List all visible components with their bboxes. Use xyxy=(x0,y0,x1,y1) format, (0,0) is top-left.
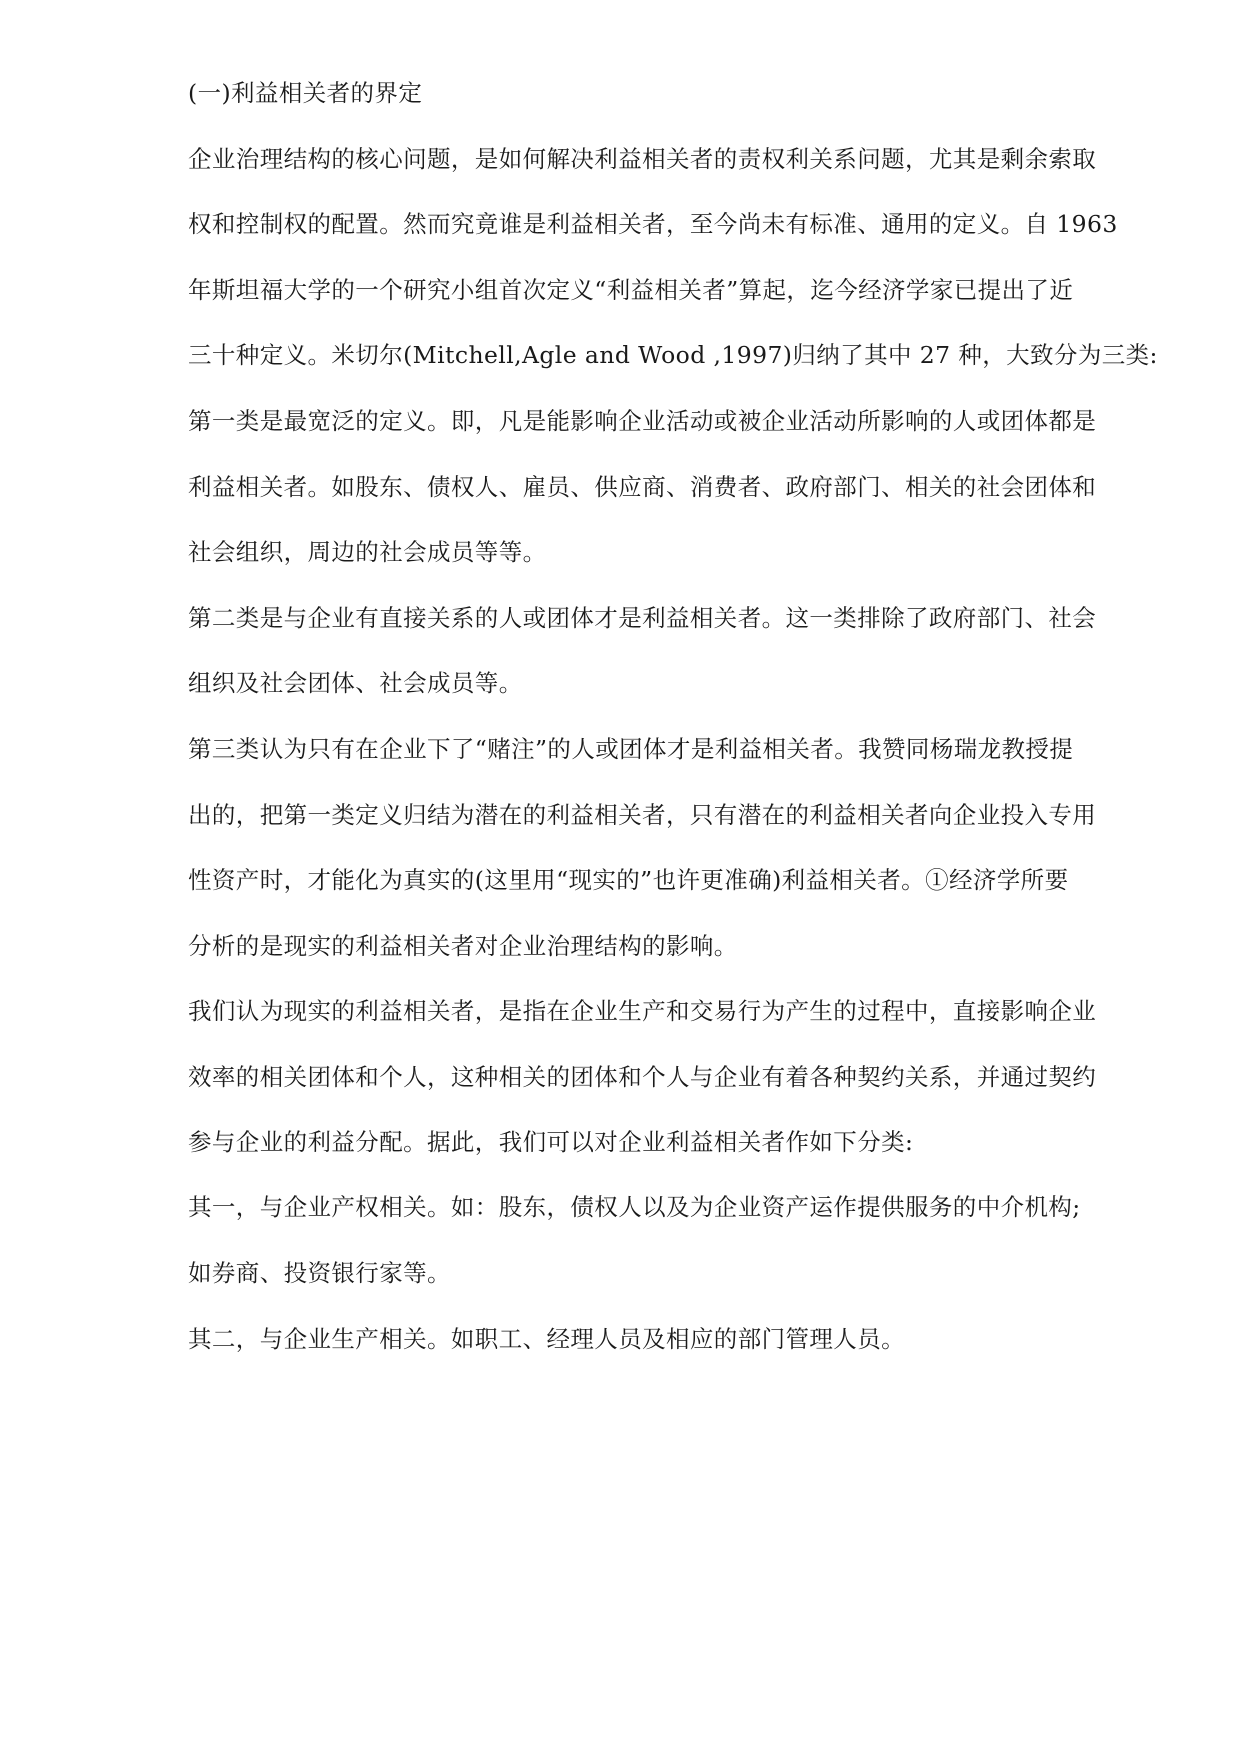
text-line: 出的，把第一类定义归结为潜在的利益相关者，只有潜在的利益相关者向企业投入专用 xyxy=(188,801,1097,829)
text-line: 我们认为现实的利益相关者，是指在企业生产和交易行为产生的过程中，直接影响企业 xyxy=(188,997,1097,1025)
text-line: 第三类认为只有在企业下了“赌注”的人或团体才是利益相关者。我赞同杨瑞龙教授提 xyxy=(188,735,1074,763)
text-line: 三十种定义。米切尔(Mitchell,Agle and Wood ,1997)归纳了其中 27 种，大致分为三类: xyxy=(188,341,1158,369)
text-line: 第二类是与企业有直接关系的人或团体才是利益相关者。这一类排除了政府部门、社会 xyxy=(188,604,1097,632)
text-line: 利益相关者。如股东、债权人、雇员、供应商、消费者、政府部门、相关的社会团体和 xyxy=(188,473,1097,501)
text-line: 年斯坦福大学的一个研究小组首次定义“利益相关者”算起，迄今经济学家已提出了近 xyxy=(188,276,1074,304)
text-line: 参与企业的利益分配。据此，我们可以对企业利益相关者作如下分类: xyxy=(188,1128,914,1156)
text-line: 第一类是最宽泛的定义。即，凡是能影响企业活动或被企业活动所影响的人或团体都是 xyxy=(188,407,1097,435)
text-line: 组织及社会团体、社会成员等。 xyxy=(188,669,523,697)
text-line: 分析的是现实的利益相关者对企业治理结构的影响。 xyxy=(188,932,738,960)
section-heading: (一)利益相关者的界定 xyxy=(188,79,423,107)
text-line: 其二，与企业生产相关。如职工、经理人员及相应的部门管理人员。 xyxy=(188,1325,905,1353)
text-line: 其一，与企业产权相关。如：股东，债权人以及为企业资产运作提供服务的中介机构; xyxy=(188,1193,1081,1221)
text-line: 权和控制权的配置。然而究竟谁是利益相关者，至今尚未有标准、通用的定义。自 1963 xyxy=(188,210,1118,238)
text-line: 如券商、投资银行家等。 xyxy=(188,1259,451,1287)
text-line: 性资产时，才能化为真实的(这里用“现实的”也许更准确)利益相关者。①经济学所要 xyxy=(188,866,1069,894)
text-line: 效率的相关团体和个人，这种相关的团体和个人与企业有着各种契约关系，并通过契约 xyxy=(188,1063,1097,1091)
text-line: 社会组织，周边的社会成员等等。 xyxy=(188,538,547,566)
text-line: 企业治理结构的核心问题，是如何解决利益相关者的责权利关系问题，尤其是剩余索取 xyxy=(188,145,1097,173)
